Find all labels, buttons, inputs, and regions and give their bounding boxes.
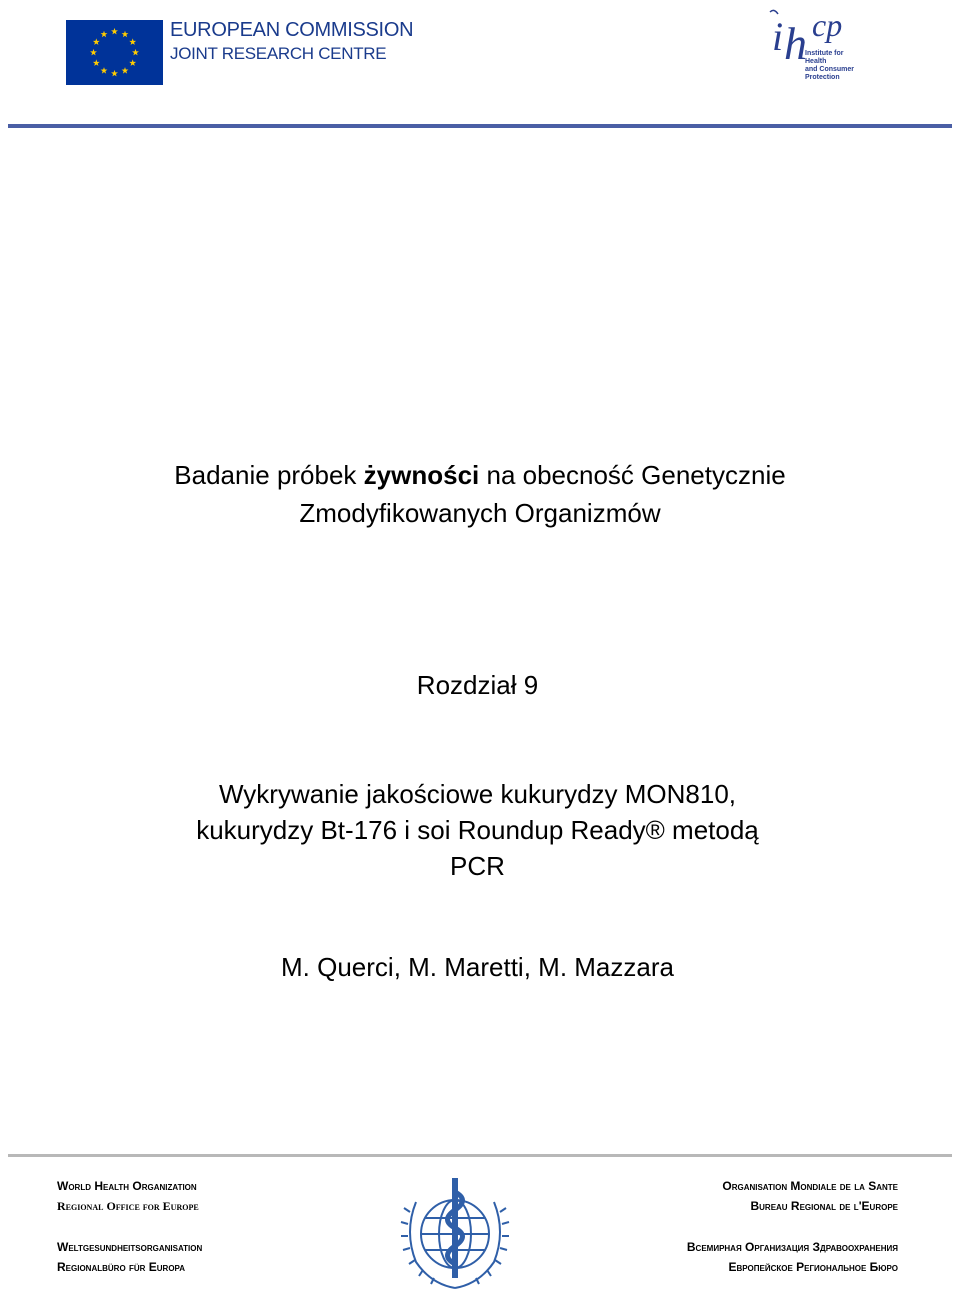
document-title [0, 456, 960, 532]
subtitle-line-1: Wykrywanie jakościowe kukurydzy MON810, [218, 779, 737, 809]
eu-flag-logo [66, 20, 163, 85]
svg-text:i: i [772, 14, 784, 59]
title-bold-word: żywności [363, 460, 480, 490]
who-fr-office: Bureau Regional de l'Europe [750, 1199, 898, 1213]
footer-divider [8, 1154, 952, 1157]
header-divider [8, 124, 952, 128]
subtitle-line-3: PCR [450, 851, 505, 881]
who-ru-name: Всемирная Организация Здравоохранения [686, 1240, 898, 1254]
chapter-subtitle [0, 776, 955, 884]
who-ru-block [687, 1237, 898, 1277]
ihcp-subtitle [805, 50, 865, 82]
eu-commission-label: EUROPEAN COMMISSION [170, 19, 414, 41]
authors: M. Querci, M. Maretti, M. Mazzara [281, 952, 674, 982]
who-de-block [57, 1237, 202, 1277]
who-en-name: World Health Organization [57, 1179, 197, 1193]
who-en-office: Regional Office for Europe [57, 1199, 199, 1213]
ihcp-line1: Institute for Health [805, 50, 844, 65]
svg-text:cp: cp [812, 7, 843, 43]
subtitle-line-2: kukurydzy Bt-176 i soi Roundup Ready® metodą [196, 815, 759, 845]
ihcp-line2: and Consumer Protection [805, 66, 855, 81]
title-suffix: na obecność Genetycznie [479, 460, 786, 490]
title-line-2: Zmodyfikowanych Organizmów [299, 498, 661, 528]
svg-text:h: h [784, 18, 807, 69]
eu-commission-logo-text [170, 18, 413, 66]
who-de-office: Regionalbüro für Europa [57, 1260, 186, 1274]
who-fr-name: Organisation Mondiale de la Sante [722, 1179, 898, 1193]
title-prefix: Badanie próbek [174, 460, 364, 490]
title-line-1 [0, 456, 960, 494]
who-fr-block [722, 1176, 898, 1216]
who-de-name: Weltgesundheitsorganisation [57, 1240, 203, 1254]
who-emblem-icon [396, 1172, 514, 1290]
chapter-heading: Rozdział 9 [416, 670, 539, 700]
who-ru-office: Европейское Региональное Бюро [728, 1260, 898, 1274]
jrc-label: JOINT RESEARCH CENTRE [170, 44, 387, 63]
who-en-block [57, 1176, 199, 1216]
